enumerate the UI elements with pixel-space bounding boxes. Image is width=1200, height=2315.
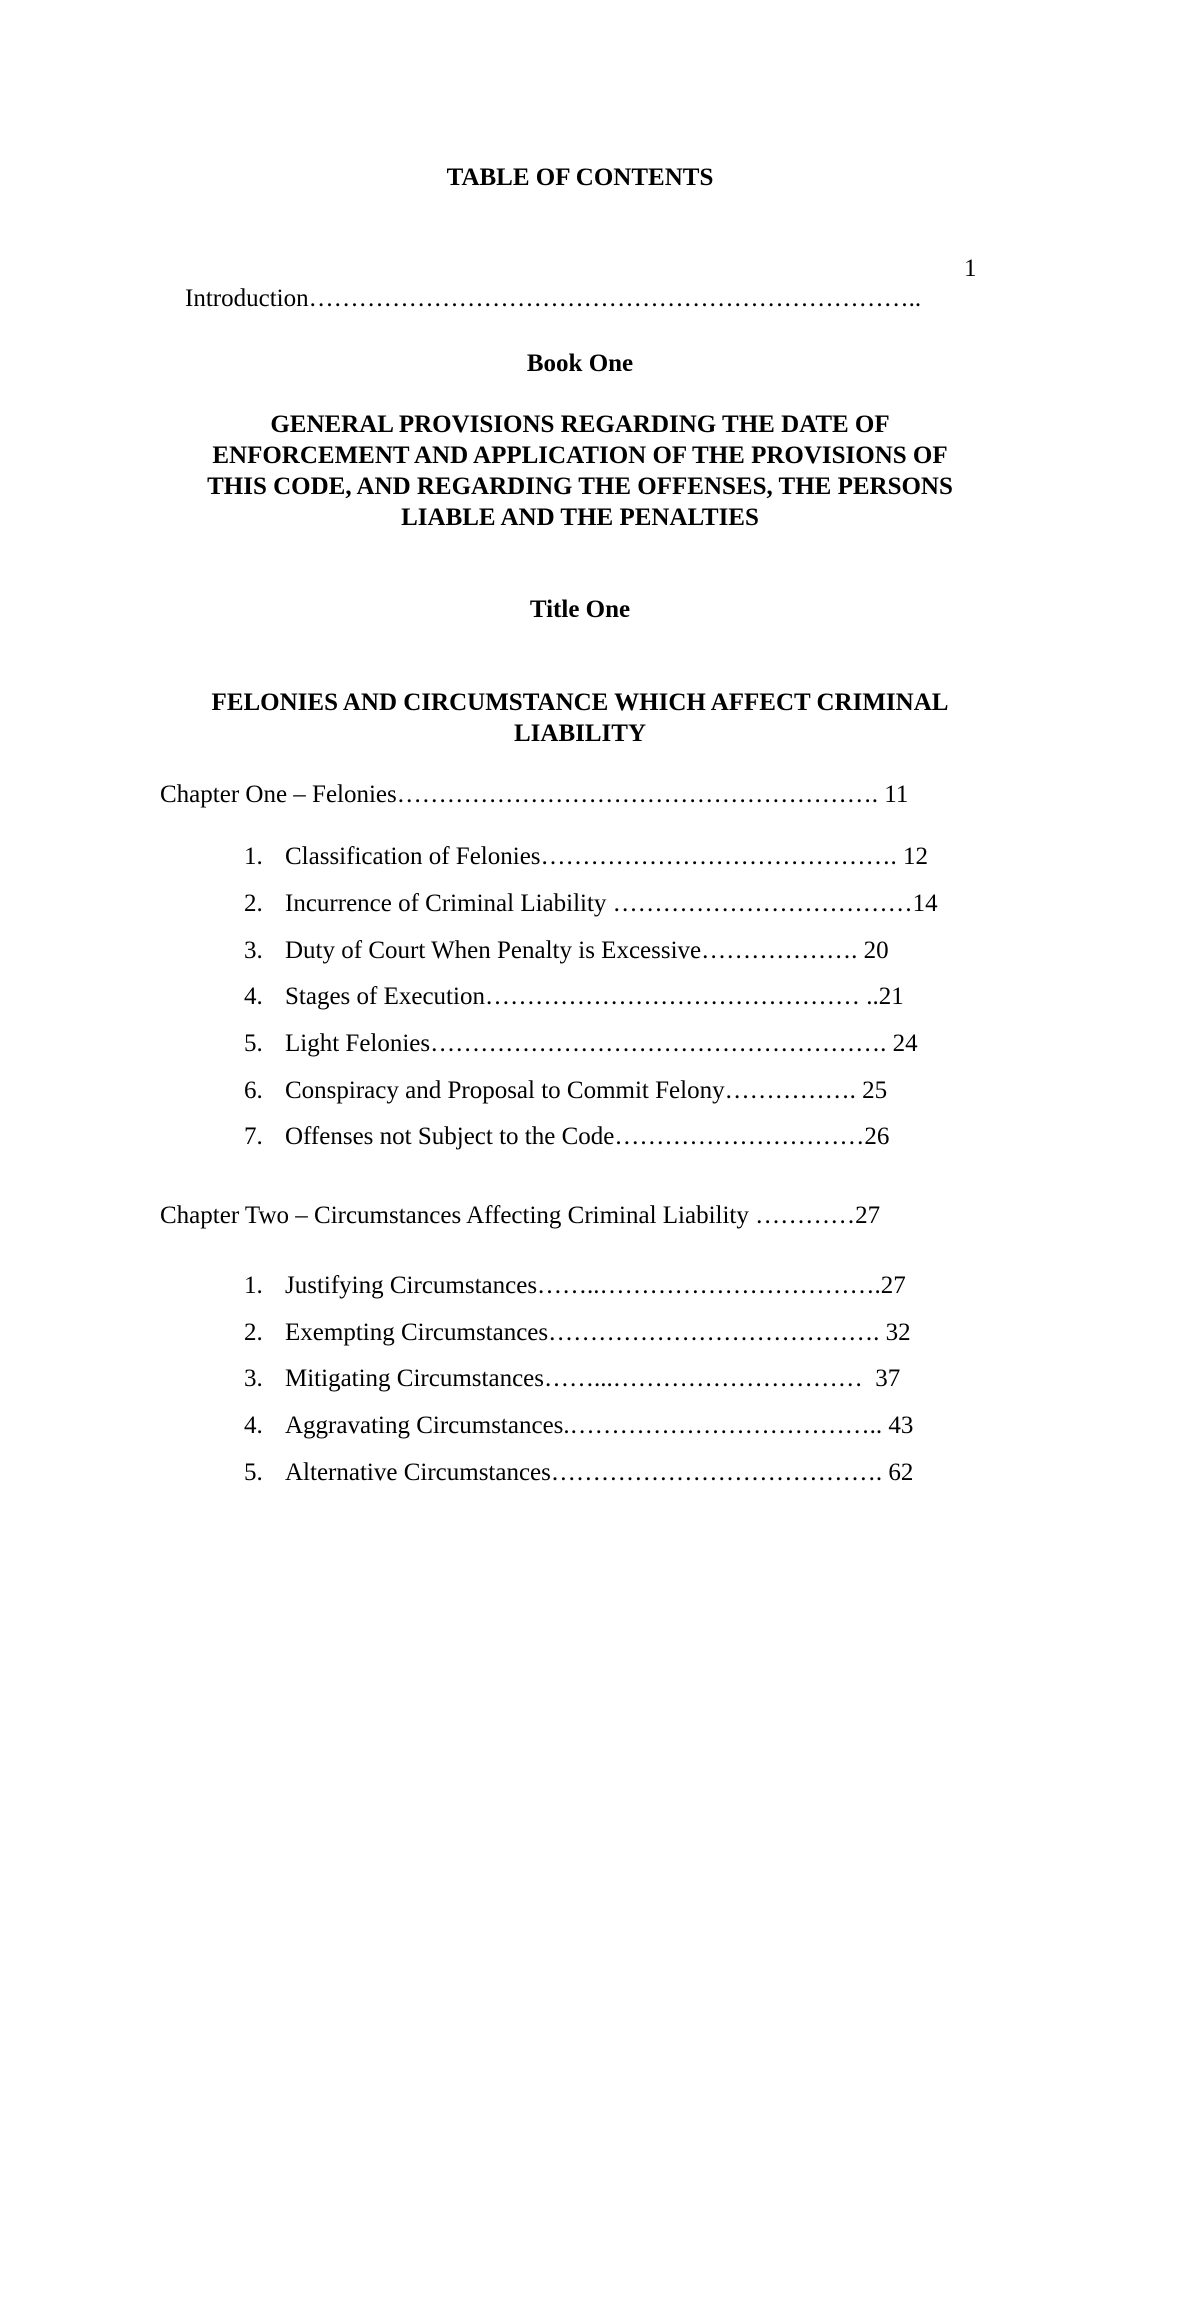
list-item-number: 6.: [244, 1077, 263, 1104]
book-title-line: THIS CODE, AND REGARDING THE OFFENSES, THE PERSONS: [207, 473, 953, 500]
title-heading-line: LIABILITY: [514, 720, 646, 747]
list-item: Alternative Circumstances…………………………………. 62: [285, 1459, 914, 1486]
book-title-line: LIABLE AND THE PENALTIES: [401, 504, 759, 531]
title-heading-line: FELONIES AND CIRCUMSTANCE WHICH AFFECT CRIMINAL: [211, 689, 949, 716]
list-item-number: 1.: [244, 843, 263, 870]
list-item-number: 2.: [244, 1319, 263, 1346]
list-item: Aggravating Circumstances.……………………………….. 43: [285, 1412, 914, 1439]
toc-entry-chapter-one: Chapter One – Felonies…………………………………………………. 11: [160, 781, 909, 808]
list-item-number: 5.: [244, 1030, 263, 1057]
list-item-number: 3.: [244, 1365, 263, 1392]
list-item-number: 4.: [244, 1412, 263, 1439]
toc-entry-introduction: [160, 254, 927, 344]
title-label: Title One: [529, 596, 631, 623]
list-item: Classification of Felonies……………………………………. 12: [285, 843, 929, 870]
toc-entry-chapter-two: Chapter Two – Circumstances Affecting Criminal Liability …………27: [160, 1202, 881, 1229]
list-item-number: 1.: [244, 1272, 263, 1299]
list-item-number: 3.: [244, 937, 263, 964]
list-item: Incurrence of Criminal Liability ………………………………14: [285, 890, 938, 917]
list-item-number: 2.: [244, 890, 263, 917]
list-item-number: 4.: [244, 983, 263, 1010]
book-title-line: GENERAL PROVISIONS REGARDING THE DATE OF: [270, 411, 890, 438]
list-item: Conspiracy and Proposal to Commit Felony……………. 25: [285, 1077, 888, 1104]
list-item: Offenses not Subject to the Code…………………………26: [285, 1123, 890, 1150]
list-item-number: 7.: [244, 1123, 263, 1150]
list-item: Mitigating Circumstances……...………………………… 37: [285, 1365, 901, 1392]
book-title-line: ENFORCEMENT AND APPLICATION OF THE PROVISIONS OF: [212, 442, 948, 469]
introduction-page-number: 1: [964, 255, 977, 282]
introduction-label: Introduction………………………………………………………………..: [185, 285, 928, 312]
list-item-number: 5.: [244, 1459, 263, 1486]
list-item: Duty of Court When Penalty is Excessive………………. 20: [285, 937, 889, 964]
list-item: Light Felonies………………………………………………. 24: [285, 1030, 918, 1057]
list-item: Justifying Circumstances……..…………………………….27: [285, 1272, 906, 1299]
book-label: Book One: [526, 350, 634, 377]
toc-title: TABLE OF CONTENTS: [446, 164, 714, 191]
list-item: Exempting Circumstances…………………………………. 32: [285, 1319, 911, 1346]
list-item: Stages of Execution……………………………………… ..21: [285, 983, 904, 1010]
